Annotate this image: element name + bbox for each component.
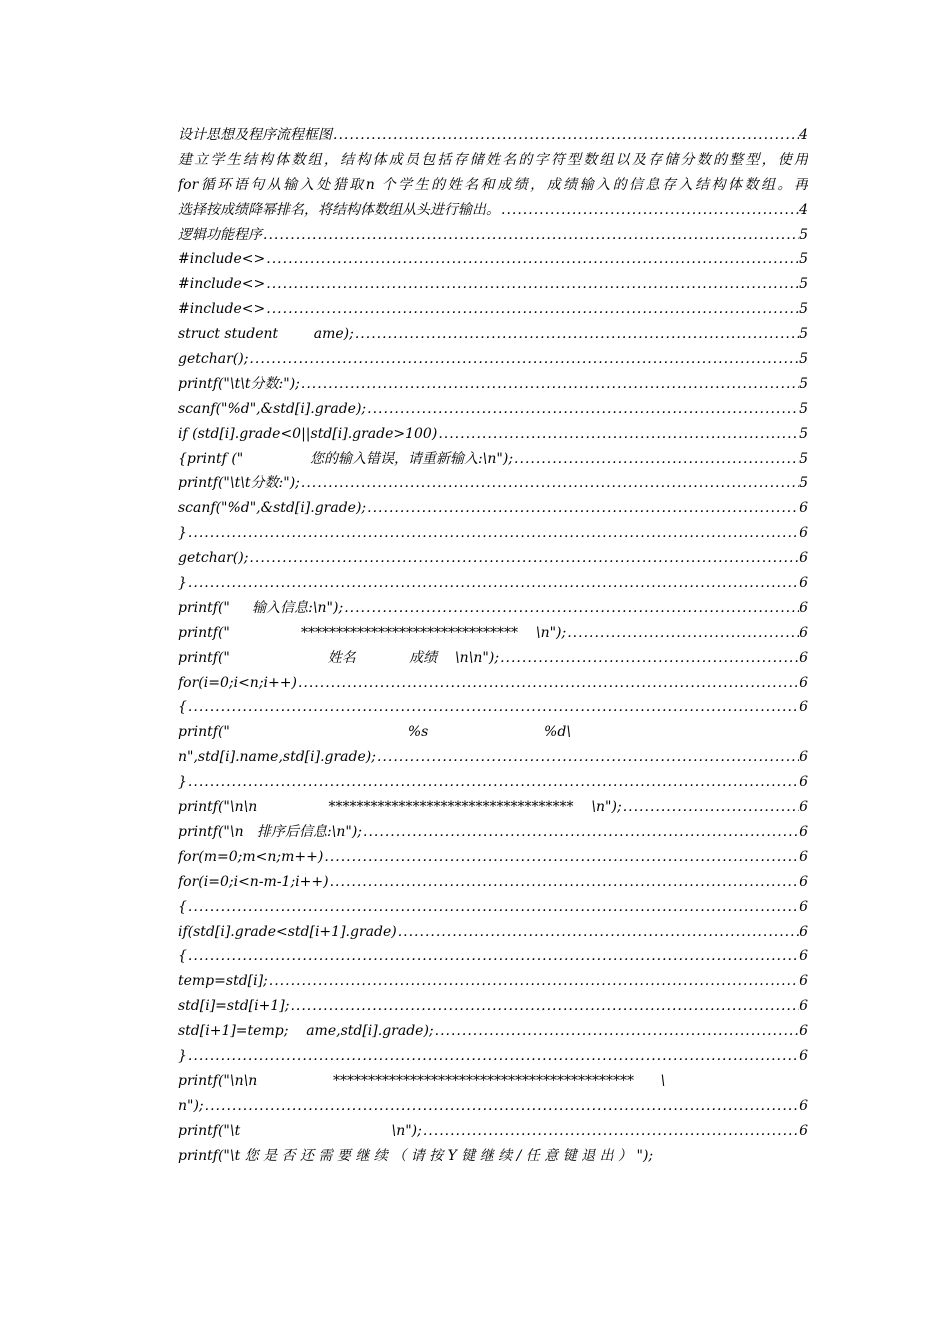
toc-entry[interactable] — [178, 695, 808, 720]
toc-entry-text: for(i=0;i<n;i++) — [178, 674, 297, 691]
toc-page-number: 6 — [799, 599, 808, 616]
toc-entry[interactable] — [178, 621, 808, 646]
dot-leader — [566, 621, 799, 646]
toc-page-number: 6 — [799, 699, 808, 716]
toc-entry[interactable] — [178, 546, 808, 571]
dot-leader — [513, 447, 799, 472]
toc-entry-text: getchar(); — [178, 351, 249, 368]
toc-entry[interactable] — [178, 447, 808, 472]
toc-entry[interactable] — [178, 944, 808, 969]
toc-entry-text: struct student ame); — [178, 326, 354, 343]
toc-entry[interactable] — [178, 745, 808, 770]
dot-leader — [323, 845, 799, 870]
toc-entry[interactable] — [178, 247, 808, 272]
toc-entry-wrapped-line: printf("\t 您 是 否 还 需 要 继 续 （ 请 按 Y 键 继 续 / 任 意 键 退 出 ） "); — [178, 1147, 654, 1164]
toc-page-number: 5 — [799, 251, 808, 268]
toc-entry[interactable] — [178, 272, 808, 297]
toc-page-number: 6 — [799, 923, 808, 940]
toc-entry-text: printf("\t\t分数:"); — [178, 375, 300, 392]
dot-leader — [343, 596, 799, 621]
toc-page-number: 6 — [799, 749, 808, 766]
toc-entry[interactable] — [178, 198, 808, 223]
toc-entry-text: #include<> — [178, 301, 266, 318]
toc-page-number: 6 — [799, 898, 808, 915]
toc-entry-text: for(i=0;i<n-m-1;i++) — [178, 873, 329, 890]
toc-page-number: 6 — [799, 823, 808, 840]
toc-page-number: 6 — [799, 575, 808, 592]
toc-page-number: 6 — [799, 649, 808, 666]
toc-entry-text: { — [178, 948, 187, 965]
toc-entry-text: temp=std[i]; — [178, 973, 268, 990]
dot-leader — [187, 770, 799, 795]
toc-entry[interactable] — [178, 422, 808, 447]
toc-entry[interactable] — [178, 770, 808, 795]
toc-entry-text: printf(" 输入信息:\n"); — [178, 599, 344, 616]
dot-leader — [397, 920, 799, 945]
dot-leader — [248, 546, 799, 571]
dot-leader — [187, 571, 799, 596]
toc-entry[interactable] — [178, 521, 808, 546]
toc-page-number: 6 — [799, 1097, 808, 1114]
toc-page-number: 5 — [799, 276, 808, 293]
toc-page-number: 6 — [799, 948, 808, 965]
dot-leader — [297, 671, 799, 696]
toc-entry-wrapped-line: printf(" %s %d\ — [178, 724, 572, 741]
dot-leader — [437, 422, 799, 447]
toc-page-number: 5 — [799, 400, 808, 417]
dot-leader — [362, 820, 799, 845]
toc-entry-text: #include<> — [178, 276, 266, 293]
toc-page-number: 5 — [799, 326, 808, 343]
toc-entry-text: printf("\t \n"); — [178, 1122, 422, 1139]
toc-entry-text: n"); — [178, 1097, 204, 1114]
toc-entry[interactable] — [178, 671, 808, 696]
toc-page-number: 5 — [799, 450, 808, 467]
dot-leader — [289, 994, 799, 1019]
toc-page-number: 5 — [799, 475, 808, 492]
toc-page-number: 5 — [799, 351, 808, 368]
toc-entry[interactable] — [178, 969, 808, 994]
toc-page-number: 5 — [799, 425, 808, 442]
toc-entry-text: {printf (" 您的输入错误，请重新输入:\n"); — [178, 450, 514, 467]
toc-entry[interactable] — [178, 1044, 808, 1069]
toc-entry[interactable] — [178, 347, 808, 372]
dot-leader — [268, 969, 799, 994]
toc-entry-text: scanf("%d",&std[i].grade); — [178, 500, 367, 517]
toc-page-number: 4 — [799, 201, 808, 218]
table-of-contents — [178, 123, 808, 1168]
toc-entry[interactable] — [178, 870, 808, 895]
toc-entry[interactable] — [178, 646, 808, 671]
toc-entry[interactable] — [178, 1094, 808, 1119]
dot-leader — [434, 1019, 799, 1044]
toc-entry-text: } — [178, 575, 187, 592]
toc-entry-text: { — [178, 699, 187, 716]
toc-page-number: 5 — [799, 301, 808, 318]
toc-entry[interactable] — [178, 223, 808, 248]
toc-page-number: 6 — [799, 1047, 808, 1064]
dot-leader — [499, 646, 799, 671]
toc-entry-text: printf(" ******************************* \n"); — [178, 624, 567, 641]
toc-entry-text: printf("\n 排序后信息:\n"); — [178, 823, 363, 840]
toc-page-number: 6 — [799, 674, 808, 691]
toc-page-number: 6 — [799, 998, 808, 1015]
toc-entry-text: std[i+1]=temp; ame,std[i].grade); — [178, 1023, 434, 1040]
toc-entry-text: printf(" 姓名 成绩 \n\n"); — [178, 649, 500, 666]
toc-entry[interactable] — [178, 322, 808, 347]
dot-leader — [265, 297, 799, 322]
dot-leader — [248, 347, 799, 372]
toc-page-number: 6 — [799, 525, 808, 542]
toc-entry[interactable] — [178, 123, 808, 148]
dot-leader — [187, 944, 799, 969]
toc-entry[interactable] — [178, 471, 808, 496]
toc-entry-text: if(std[i].grade<std[i+1].grade) — [178, 923, 397, 940]
toc-entry[interactable] — [178, 372, 808, 397]
toc-entry[interactable] — [178, 596, 808, 621]
toc-entry-wrapped-line — [178, 173, 808, 198]
toc-entry-text: if (std[i].grade<0||std[i].grade>100) — [178, 425, 438, 442]
toc-entry[interactable] — [178, 397, 808, 422]
toc-entry[interactable] — [178, 895, 808, 920]
toc-entry[interactable] — [178, 1019, 808, 1044]
toc-page-number: 6 — [799, 973, 808, 990]
toc-entry-text: scanf("%d",&std[i].grade); — [178, 400, 367, 417]
toc-page-number: 6 — [799, 550, 808, 567]
toc-entry[interactable] — [178, 496, 808, 521]
toc-page-number: 6 — [799, 873, 808, 890]
toc-entry[interactable] — [178, 845, 808, 870]
toc-entry-text: 建立学生结构体数组，结构体成员包括存储姓名的字符型数组以及存储分数的整型，使用 — [178, 151, 808, 168]
toc-entry[interactable] — [178, 297, 808, 322]
toc-entry-text: } — [178, 525, 187, 542]
toc-entry-wrapped-line — [178, 148, 808, 173]
dot-leader — [187, 1044, 799, 1069]
toc-entry-text: #include<> — [178, 251, 266, 268]
dot-leader — [265, 272, 799, 297]
dot-leader — [187, 695, 799, 720]
toc-entry[interactable] — [178, 920, 808, 945]
dot-leader — [422, 1119, 799, 1144]
toc-page-number: 6 — [799, 774, 808, 791]
toc-entry[interactable] — [178, 1119, 808, 1144]
toc-entry[interactable] — [178, 571, 808, 596]
toc-page-number: 5 — [799, 375, 808, 392]
toc-page-number: 6 — [799, 1122, 808, 1139]
toc-entry-text: printf("\t\t分数:"); — [178, 475, 300, 492]
toc-page-number: 6 — [799, 799, 808, 816]
dot-leader — [622, 795, 799, 820]
toc-entry-text: getchar(); — [178, 550, 249, 567]
toc-entry-text: std[i]=std[i+1]; — [178, 998, 290, 1015]
toc-entry-text: for(m=0;m<n;m++) — [178, 848, 324, 865]
dot-leader — [187, 521, 799, 546]
toc-page-number: 6 — [799, 1023, 808, 1040]
toc-entry[interactable] — [178, 820, 808, 845]
toc-entry-text: } — [178, 1047, 187, 1064]
dot-leader — [500, 198, 799, 223]
dot-leader — [332, 123, 799, 148]
dot-leader — [354, 322, 799, 347]
dot-leader — [376, 745, 799, 770]
toc-entry[interactable] — [178, 795, 808, 820]
dot-leader — [366, 397, 799, 422]
toc-page-number: 6 — [799, 500, 808, 517]
toc-entry-text: for循环语句从输入处猎取n 个学生的姓名和成绩，成绩输入的信息存入结构体数组。再 — [178, 176, 808, 193]
dot-leader — [204, 1094, 799, 1119]
toc-entry-text: printf("\n\n *********************************** \n"); — [178, 799, 622, 816]
toc-entry-text: 逻辑功能程序 — [178, 226, 262, 243]
toc-entry-text: } — [178, 774, 187, 791]
toc-entry-text: 选择按成绩降幂排名，将结构体数组从头进行输出。 — [178, 201, 500, 218]
toc-entry-text: 设计思想及程序流程框图 — [178, 127, 332, 143]
dot-leader — [265, 247, 799, 272]
dot-leader — [300, 372, 799, 397]
toc-page-number: 5 — [799, 226, 808, 243]
dot-leader — [366, 496, 799, 521]
toc-entry-text: n",std[i].name,std[i].grade); — [178, 749, 376, 766]
dot-leader — [300, 471, 799, 496]
toc-page-number: 4 — [799, 127, 808, 143]
toc-entry[interactable] — [178, 994, 808, 1019]
toc-entry-wrapped-line: printf("\n\n ******************************************* \ — [178, 1072, 666, 1089]
toc-page-number: 6 — [799, 624, 808, 641]
toc-entry-text: { — [178, 898, 187, 915]
dot-leader — [262, 223, 799, 248]
dot-leader — [329, 870, 799, 895]
dot-leader — [187, 895, 799, 920]
toc-page-number: 6 — [799, 848, 808, 865]
